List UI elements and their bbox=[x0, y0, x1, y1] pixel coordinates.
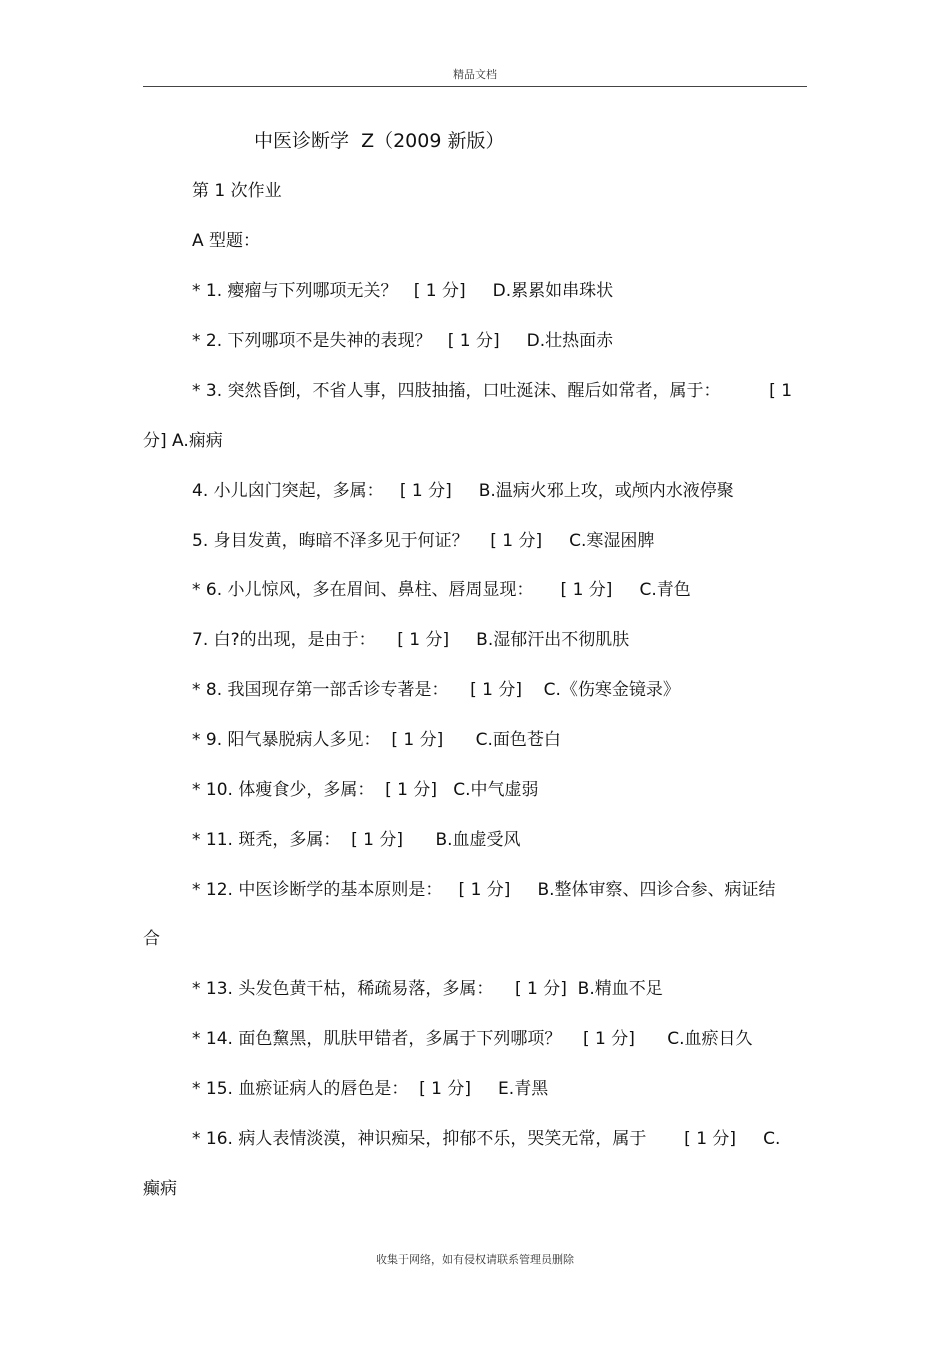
assignment-heading: 第 1 次作业 bbox=[192, 181, 282, 201]
question-line: * 14. 面色黧黑，肌肤甲错者，多属于下列哪项？ [ 1 分] C.血瘀日久 bbox=[192, 1029, 753, 1049]
question-line: 5. 身目发黄，晦暗不泽多见于何证？ [ 1 分] C.寒湿困脾 bbox=[192, 531, 655, 551]
question-line: 7. 白?的出现，是由于： [ 1 分] B.湿郁汗出不彻肌肤 bbox=[192, 630, 630, 650]
question-line: * 12. 中医诊断学的基本原则是： [ 1 分] B.整体审察、四诊合参、病证结 bbox=[192, 880, 776, 900]
question-line-continuation: 癫病 bbox=[143, 1179, 177, 1199]
question-line-continuation: 分] A.痫病 bbox=[143, 431, 223, 451]
document-title: 中医诊断学 Z（2009 新版） bbox=[254, 130, 505, 152]
question-line: * 1. 瘿瘤与下列哪项无关？ [ 1 分] D.累累如串珠状 bbox=[192, 281, 614, 301]
question-line: * 8. 我国现存第一部舌诊专著是： [ 1 分] C.《伤寒金镜录》 bbox=[192, 680, 680, 700]
question-line: * 6. 小儿惊风，多在眉间、鼻柱、唇周显现： [ 1 分] C.青色 bbox=[192, 580, 691, 600]
question-line: * 2. 下列哪项不是失神的表现？ [ 1 分] D.壮热面赤 bbox=[192, 331, 614, 351]
question-line: * 15. 血瘀证病人的唇色是： [ 1 分] E.青黑 bbox=[192, 1079, 549, 1099]
question-line: * 13. 头发色黄干枯，稀疏易落，多属： [ 1 分] B.精血不足 bbox=[192, 979, 663, 999]
page-header: 精品文档 bbox=[453, 68, 497, 81]
question-line: * 3. 突然昏倒，不省人事，四肢抽搐，口吐涎沫、醒后如常者，属于： [ 1 bbox=[192, 381, 793, 401]
question-line: * 16. 病人表情淡漠，神识痴呆，抑郁不乐，哭笑无常，属于 [ 1 分] C. bbox=[192, 1129, 781, 1149]
header-divider bbox=[143, 86, 807, 87]
question-line: 4. 小儿囟门突起，多属： [ 1 分] B.温病火邪上攻，或颅内水液停聚 bbox=[192, 481, 734, 501]
section-heading: A 型题： bbox=[192, 231, 261, 251]
question-line: * 9. 阳气暴脱病人多见： [ 1 分] C.面色苍白 bbox=[192, 730, 561, 750]
question-line: * 10. 体瘦食少，多属： [ 1 分] C.中气虚弱 bbox=[192, 780, 539, 800]
question-line: * 11. 斑秃，多属： [ 1 分] B.血虚受风 bbox=[192, 830, 521, 850]
page-footer: 收集于网络，如有侵权请联系管理员删除 bbox=[376, 1253, 574, 1266]
question-line-continuation: 合 bbox=[143, 929, 160, 949]
